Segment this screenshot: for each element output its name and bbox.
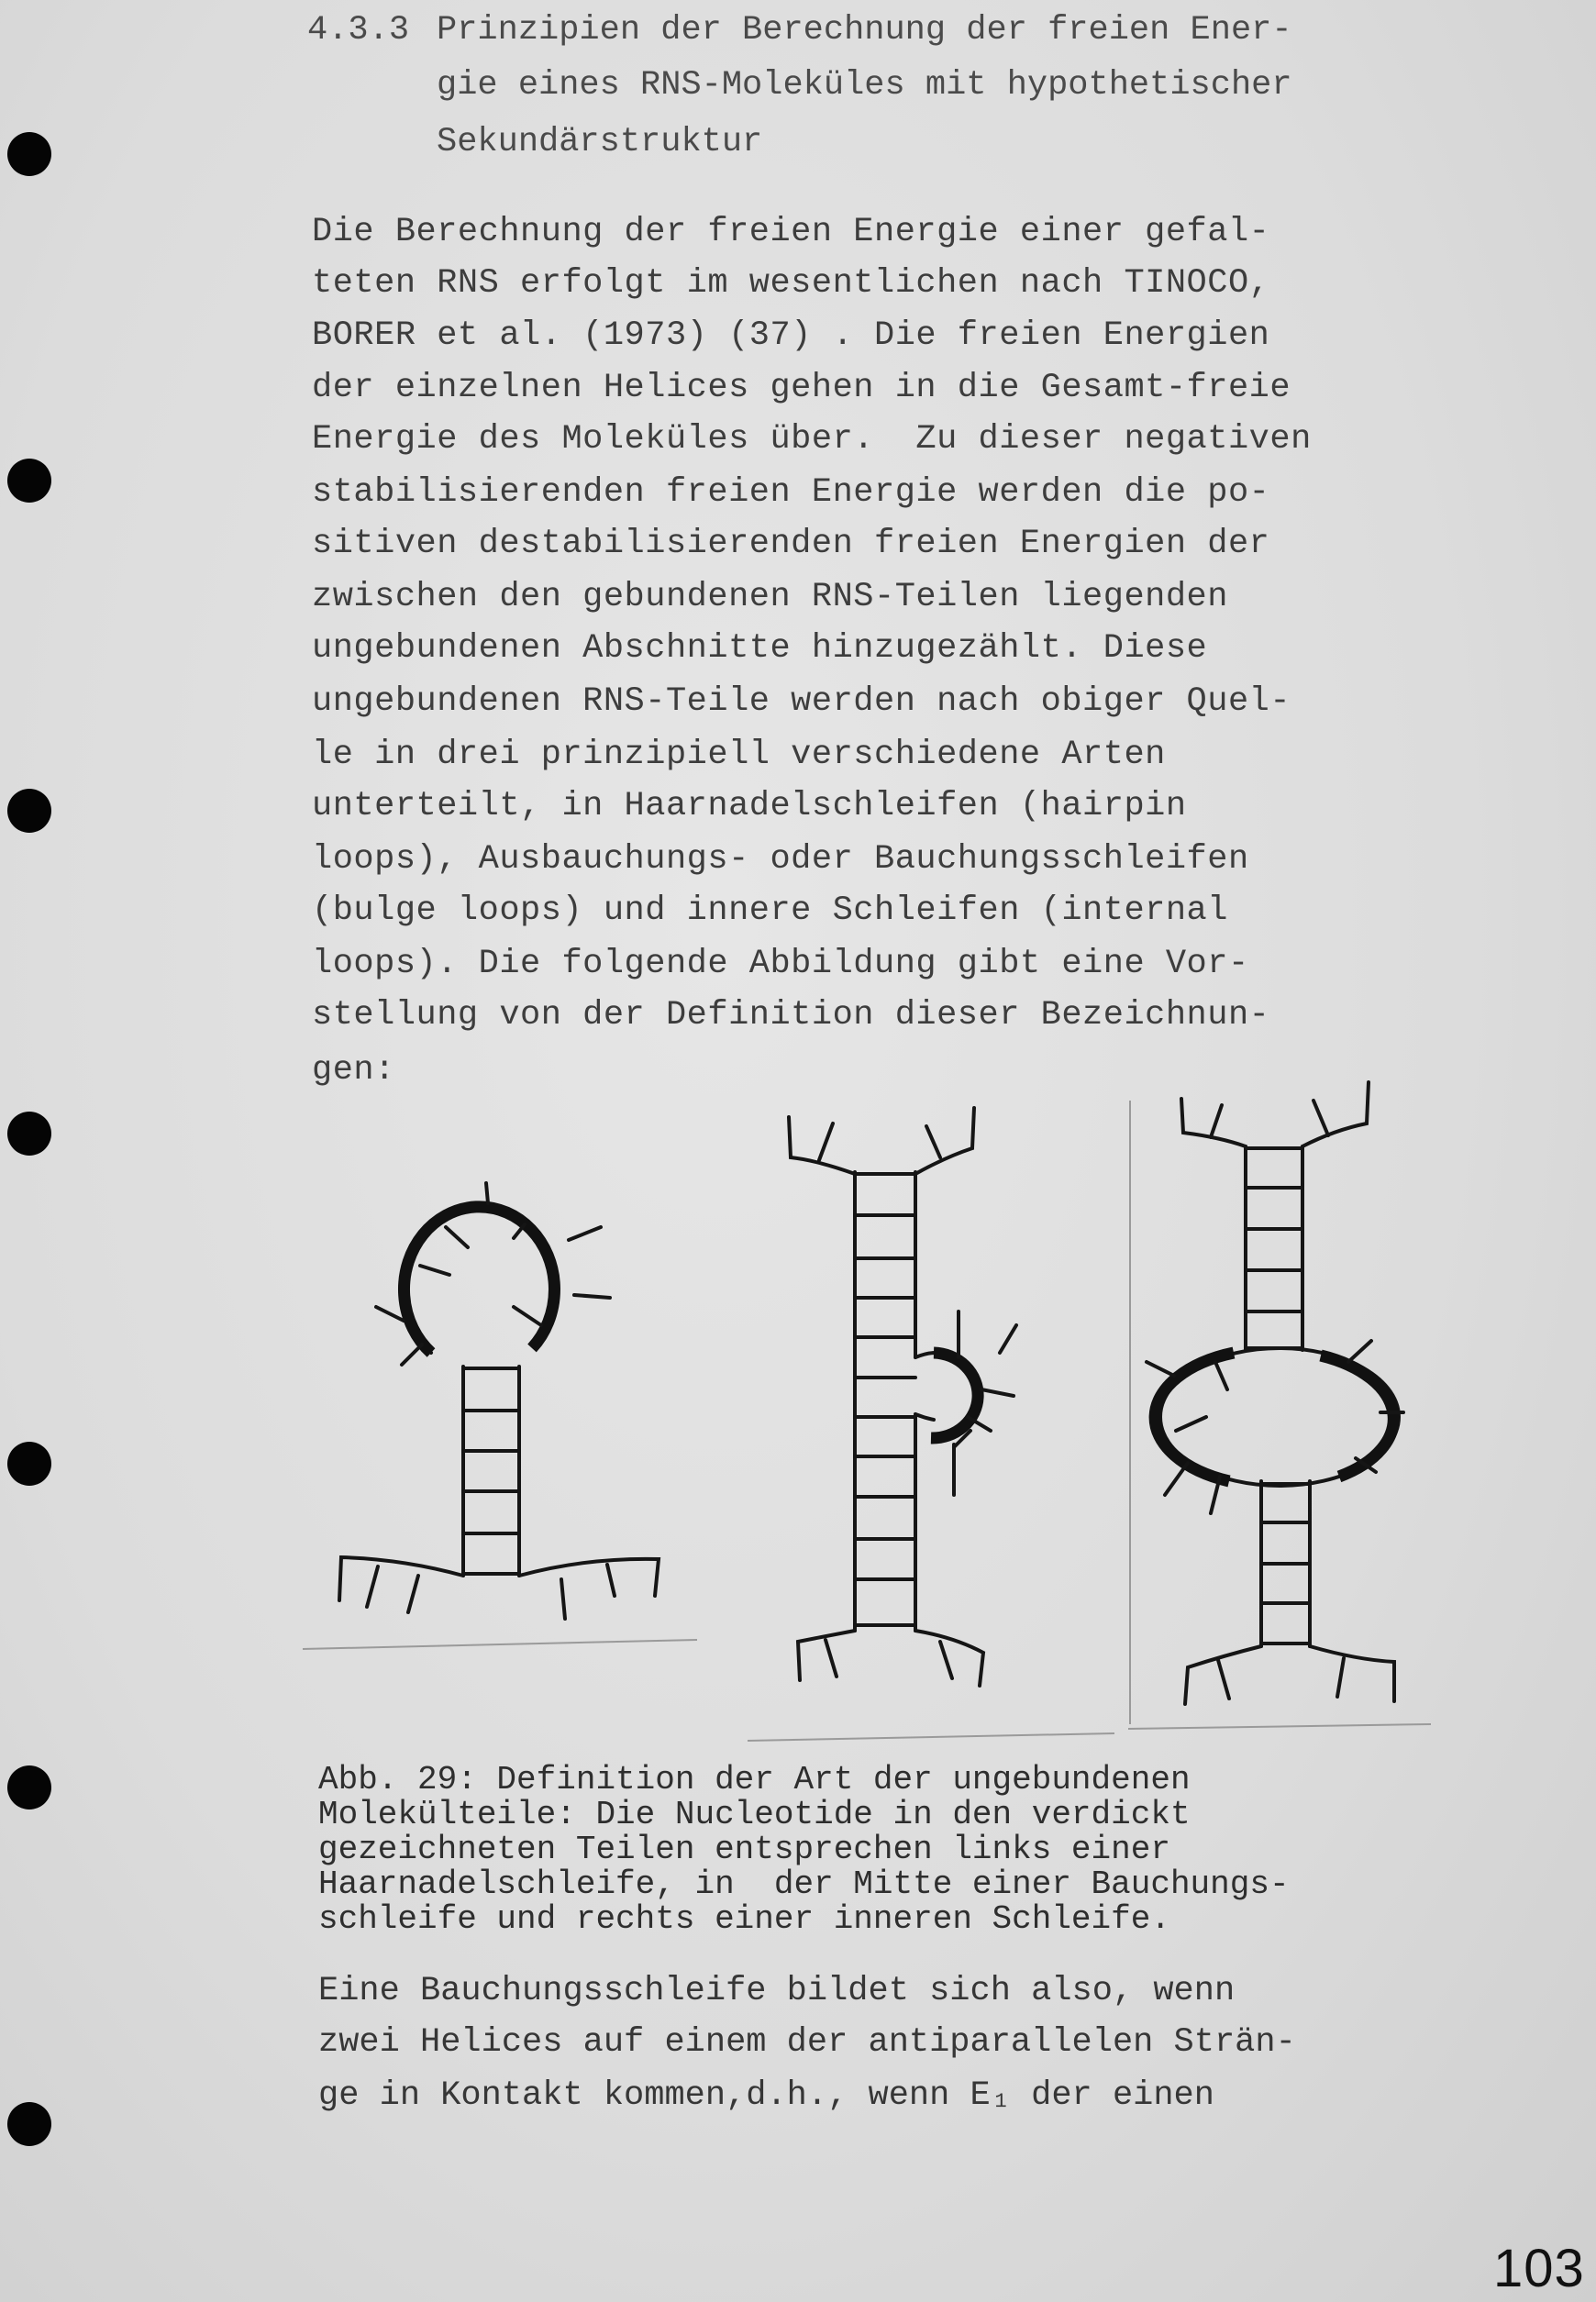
- section-heading-line: gie eines RNS-Moleküles mit hypothetischer: [437, 66, 1292, 105]
- bulge-loop-structure: [789, 1108, 1016, 1686]
- body-line: teten RNS erfolgt im wesentlichen nach TINOCO,: [312, 264, 1270, 303]
- body-line: stellung von der Definition dieser Bezeichnun-: [312, 996, 1270, 1035]
- punch-hole: [7, 789, 51, 833]
- punch-hole: [7, 1765, 51, 1810]
- body-line: ungebundenen Abschnitte hinzugezählt. Diese: [312, 629, 1208, 668]
- body-line: zwischen den gebundenen RNS-Teilen liegenden: [312, 578, 1228, 616]
- paragraph-line: Eine Bauchungsschleife bildet sich also, wenn: [318, 1972, 1236, 2010]
- body-line: loops). Die folgende Abbildung gibt eine Vor-: [312, 945, 1249, 983]
- punch-hole: [7, 1112, 51, 1156]
- body-line: loops), Ausbauchungs- oder Bauchungsschleifen: [312, 840, 1249, 879]
- punch-hole: [7, 132, 51, 176]
- body-line: Energie des Moleküles über. Zu dieser negativen: [312, 420, 1312, 459]
- body-line: sitiven destabilisierenden freien Energien der: [312, 525, 1270, 563]
- section-heading-line: Sekundärstruktur: [437, 123, 763, 161]
- body-line: der einzelnen Helices gehen in die Gesamt-freie: [312, 369, 1291, 407]
- body-line: unterteilt, in Haarnadelschleifen (hairpin: [312, 787, 1187, 825]
- body-line: (bulge loops) und innere Schleifen (internal: [312, 891, 1228, 930]
- caption-line: Abb. 29: Definition der Art der ungebundenen: [318, 1761, 1191, 1798]
- caption-line: Haarnadelschleife, in der Mitte einer Bauchungs-: [318, 1865, 1290, 1903]
- caption-line: gezeichneten Teilen entsprechen links einer: [318, 1831, 1170, 1868]
- bulge-loop-thick-arc: [931, 1353, 978, 1438]
- body-line: gen:: [312, 1051, 395, 1090]
- section-number: 4.3.3: [307, 11, 410, 50]
- punch-hole: [7, 2102, 51, 2146]
- rna-loop-diagram: [294, 1064, 1486, 1761]
- hairpin-loop-thick-arc: [404, 1207, 554, 1353]
- caption-line: schleife und rechts einer inneren Schleife.: [318, 1900, 1170, 1938]
- paragraph-line: ge in Kontakt kommen,d.h., wenn E₁ der einen: [318, 2076, 1214, 2115]
- body-line: le in drei prinzipiell verschiedene Arten: [312, 736, 1166, 774]
- paragraph-line: zwei Helices auf einem der antiparallelen Strän-: [318, 2023, 1296, 2062]
- internal-loop-structure: [1147, 1082, 1403, 1704]
- body-line: ungebundenen RNS-Teile werden nach obiger Quel-: [312, 682, 1291, 721]
- punch-hole: [7, 459, 51, 503]
- page-number: 103: [1493, 2239, 1585, 2298]
- body-line: Die Berechnung der freien Energie einer gefal-: [312, 213, 1270, 251]
- body-line: stabilisierenden freien Energie werden die po-: [312, 473, 1270, 512]
- punch-hole: [7, 1442, 51, 1486]
- body-line: BORER et al. (1973) (37) . Die freien Energien: [312, 316, 1270, 355]
- section-heading-line: Prinzipien der Berechnung der freien Ener-: [437, 11, 1292, 50]
- caption-line: Molekülteile: Die Nucleotide in den verdickt: [318, 1796, 1191, 1833]
- hairpin-loop-structure: [339, 1183, 659, 1619]
